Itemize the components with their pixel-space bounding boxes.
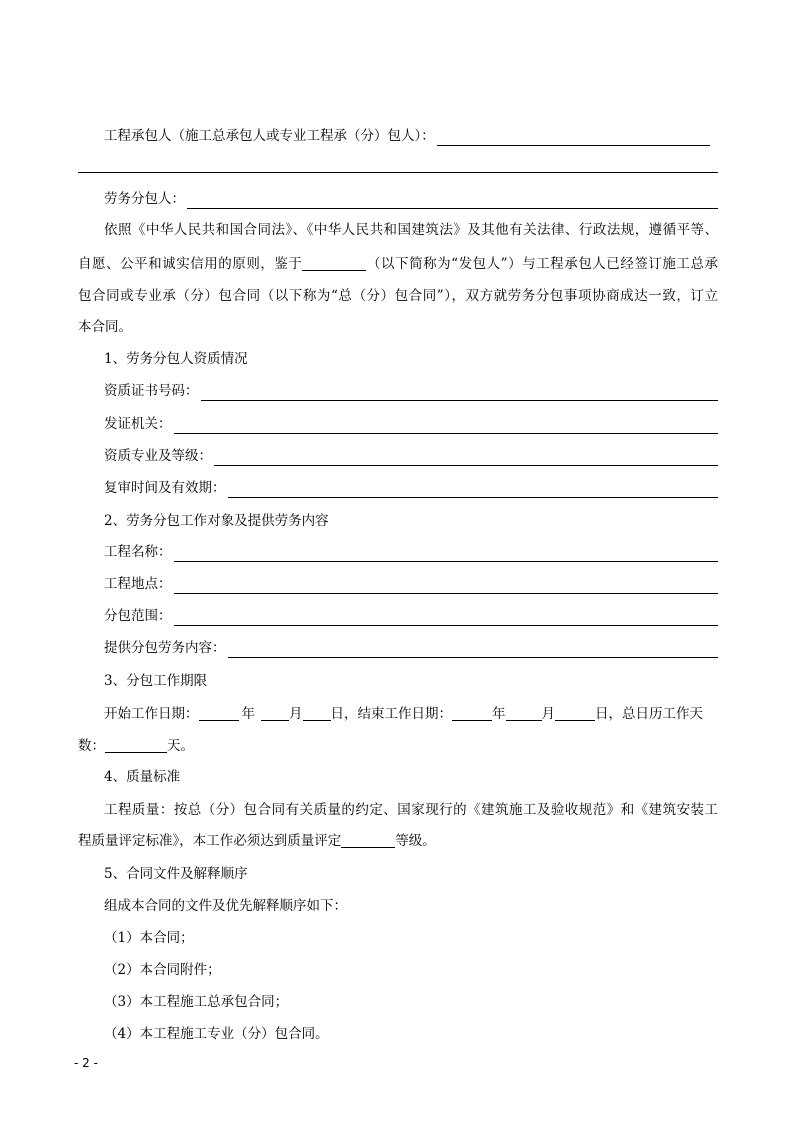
project-name-label: 工程名称： — [104, 544, 172, 560]
issuer-field[interactable] — [174, 417, 719, 434]
total-days-label: 日，总日历工作天 — [595, 706, 703, 722]
section-4-heading: 4、质量标准 — [104, 769, 181, 785]
contractor-label: 工程承包人（施工总承包人或专业工程承（分）包人）： — [104, 128, 435, 144]
documents-item-4: （4）本工程施工专业（分）包合同。 — [104, 1026, 329, 1042]
period-row — [104, 704, 718, 724]
start-month-unit: 月 — [289, 706, 303, 722]
project-name-field[interactable] — [174, 545, 719, 562]
subcontractor-row — [104, 189, 718, 209]
scope-field[interactable] — [174, 609, 719, 626]
section-1-heading: 1、劳务分包人资质情况 — [104, 351, 248, 367]
start-date-label: 开始工作日期： — [104, 706, 199, 722]
project-site-row — [104, 574, 718, 594]
contractor-field[interactable] — [437, 129, 710, 146]
start-year-unit: 年 — [241, 706, 255, 722]
cert-no-field[interactable] — [201, 384, 719, 401]
review-row — [104, 478, 718, 498]
preamble-line-4: 本合同。 — [78, 319, 132, 335]
preamble-text-2a: 自愿、公平和诚实信用的原则，鉴于 — [78, 256, 303, 272]
documents-intro: 组成本合同的文件及优先解释顺序如下： — [104, 898, 347, 914]
end-month-unit: 月 — [541, 706, 555, 722]
content-row — [104, 638, 718, 658]
issuer-row — [104, 414, 718, 434]
contractor-row — [104, 126, 718, 146]
start-day-field[interactable] — [303, 705, 331, 721]
documents-item-3: （3）本工程施工总承包合同； — [104, 994, 289, 1010]
review-field[interactable] — [228, 481, 719, 498]
start-month-field[interactable] — [261, 705, 289, 721]
preamble-line-2 — [78, 254, 718, 274]
documents-item-1: （1）本合同； — [104, 930, 194, 946]
section-3-heading: 3、分包工作期限 — [104, 673, 208, 689]
employer-name-field[interactable] — [302, 255, 366, 271]
quality-grade-field[interactable] — [341, 832, 395, 848]
project-name-row — [104, 542, 718, 562]
review-label: 复审时间及有效期： — [104, 480, 226, 496]
specialty-label: 资质专业及等级： — [104, 448, 212, 464]
section-5-heading: 5、合同文件及解释顺序 — [104, 866, 248, 882]
cert-no-row — [104, 381, 718, 401]
days-unit: 天。 — [167, 738, 194, 754]
preamble-line-3: 包合同或专业承（分）包合同（以下称为“总（分）包合同”），双方就劳务分包事项协商成达一致，订立 — [78, 288, 718, 304]
cert-no-label: 资质证书号码： — [104, 383, 199, 399]
specialty-field[interactable] — [214, 449, 718, 466]
specialty-row — [104, 446, 718, 466]
quality-text-2b: 等级。 — [395, 833, 436, 849]
issuer-label: 发证机关： — [104, 416, 172, 432]
total-days-field[interactable] — [105, 737, 167, 753]
end-month-field[interactable] — [506, 705, 542, 721]
days-row — [78, 736, 718, 756]
quality-line-1: 工程质量：按总（分）包合同有关质量的约定、国家现行的《建筑施工及验收规范》和《建筑安装工 — [104, 802, 718, 818]
subcontractor-label: 劳务分包人： — [104, 191, 185, 207]
preamble-line-1: 依照《中华人民共和国合同法》、《中华人民共和国建筑法》及其他有关法律、行政法规，遵循平等、 — [104, 222, 718, 238]
end-year-unit: 年 — [492, 706, 506, 722]
end-day-field[interactable] — [555, 705, 595, 721]
project-site-field[interactable] — [174, 577, 719, 594]
preamble-text-2b: （以下简称为“发包人”）与工程承包人已经签订施工总承 — [366, 256, 718, 272]
section-2-heading: 2、劳务分包工作对象及提供劳务内容 — [104, 513, 329, 529]
subcontractor-field[interactable] — [187, 192, 718, 209]
content-label: 提供分包劳务内容： — [104, 640, 226, 656]
end-date-label: 日，结束工作日期： — [330, 706, 452, 722]
days-label: 数： — [78, 738, 105, 754]
contractor-field-line-2[interactable] — [78, 172, 718, 173]
scope-label: 分包范围： — [104, 608, 172, 624]
start-year-field[interactable] — [199, 705, 239, 721]
documents-item-2: （2）本合同附件； — [104, 962, 221, 978]
end-year-field[interactable] — [452, 705, 492, 721]
quality-text-2a: 程质量评定标准》，本工作必须达到质量评定 — [78, 833, 342, 849]
content-field[interactable] — [228, 641, 719, 658]
project-site-label: 工程地点： — [104, 576, 172, 592]
quality-line-2 — [78, 831, 718, 851]
page-number: - 2 - — [74, 1056, 98, 1070]
scope-row — [104, 606, 718, 626]
